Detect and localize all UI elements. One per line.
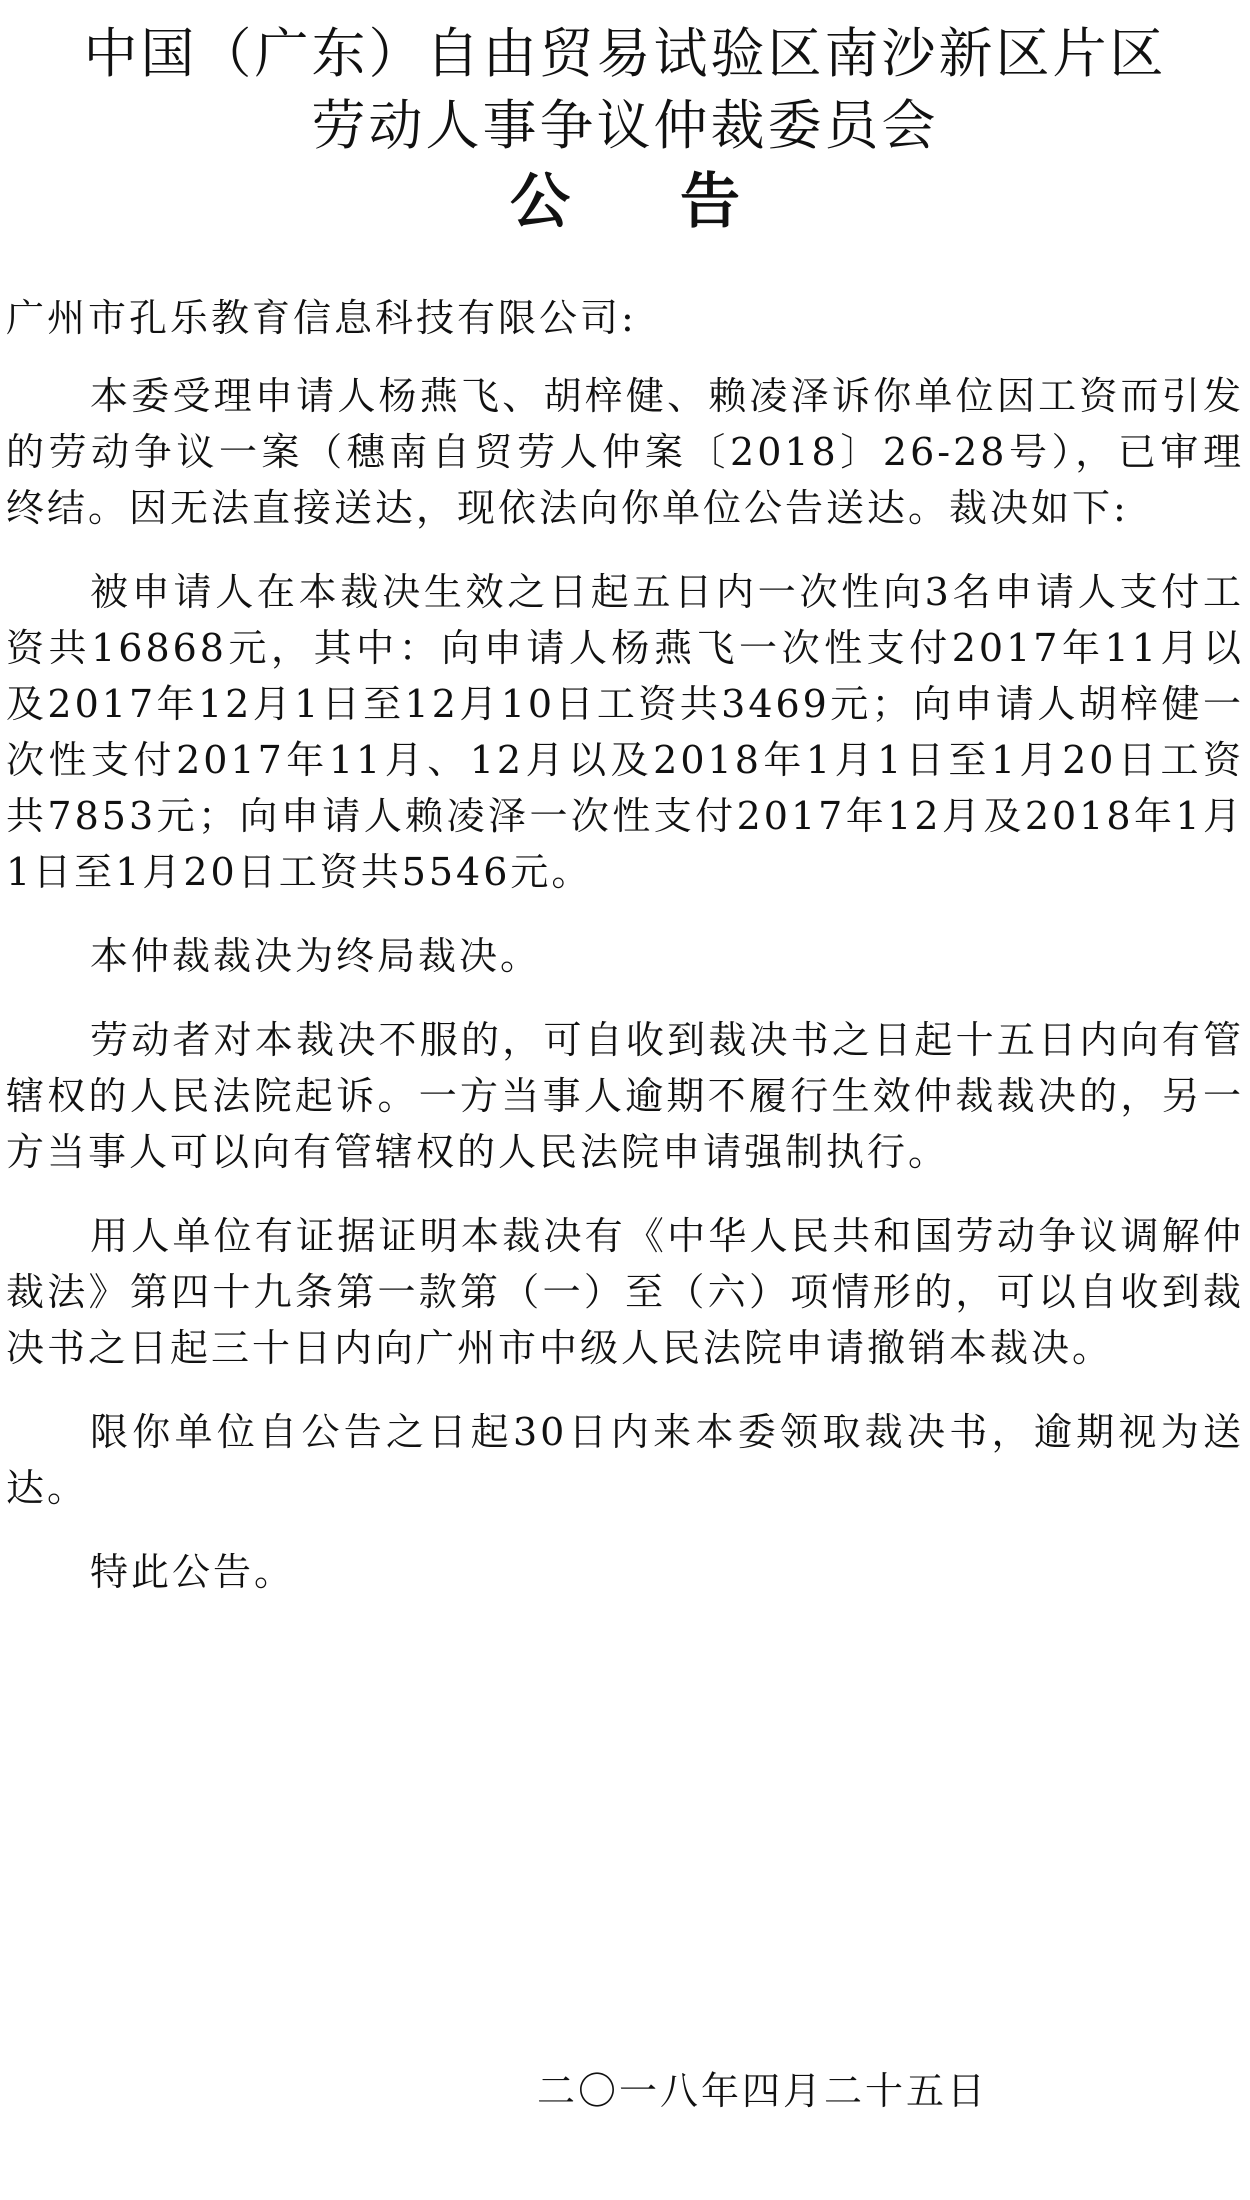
- issuer-line-2: 劳动人事争议仲裁委员会: [311, 94, 939, 157]
- paragraph-case-summary: 本委受理申请人杨燕飞、胡梓健、赖凌泽诉你单位因工资而引发的劳动争议一案（穗南自贸劳人仲案〔2018〕26-28号），已审理终结。因无法直接送达，现依法向你单位公告送达。裁决如下:: [6, 374, 1244, 530]
- addressee: 广州市孔乐教育信息科技有限公司:: [6, 296, 637, 340]
- paragraph-final-ruling: 本仲裁裁决为终局裁决。: [90, 934, 542, 978]
- paragraph-collection-deadline: 限你单位自公告之日起30日内来本委领取裁决书，逾期视为送达。: [6, 1410, 1244, 1510]
- paragraph-employer-rights: 用人单位有证据证明本裁决有《中华人民共和国劳动争议调解仲裁法》第四十九条第一款第（一）至（六）项情形的，可以自收到裁决书之日起三十日内向广州市中级人民法院申请撤销本裁决。: [6, 1214, 1244, 1370]
- notice-title: 公告: [510, 167, 850, 237]
- paragraph-worker-rights: 劳动者对本裁决不服的，可自收到裁决书之日起十五日内向有管辖权的人民法院起诉。一方当事人逾期不履行生效仲裁裁决的，另一方当事人可以向有管辖权的人民法院申请强制执行。: [6, 1018, 1244, 1174]
- notice-date: 二〇一八年四月二十五日: [536, 2069, 988, 2113]
- issuer-line-1: 中国（广东）自由贸易试验区南沙新区片区: [83, 22, 1167, 85]
- paragraph-closing: 特此公告。: [90, 1550, 296, 1594]
- paragraph-ruling: 被申请人在本裁决生效之日起五日内一次性向3名申请人支付工资共16868元，其中：向申请人杨燕飞一次性支付2017年11月以及2017年12月1日至12月10日工资共3469元；向申请人胡梓健一次性支付2017年11月、12月以及2018年1月1日至1月20日工资共7853元；向申请人赖凌泽一次性支付2017年12月及2018年1月1日至1月20日工资共5546元。: [6, 570, 1244, 894]
